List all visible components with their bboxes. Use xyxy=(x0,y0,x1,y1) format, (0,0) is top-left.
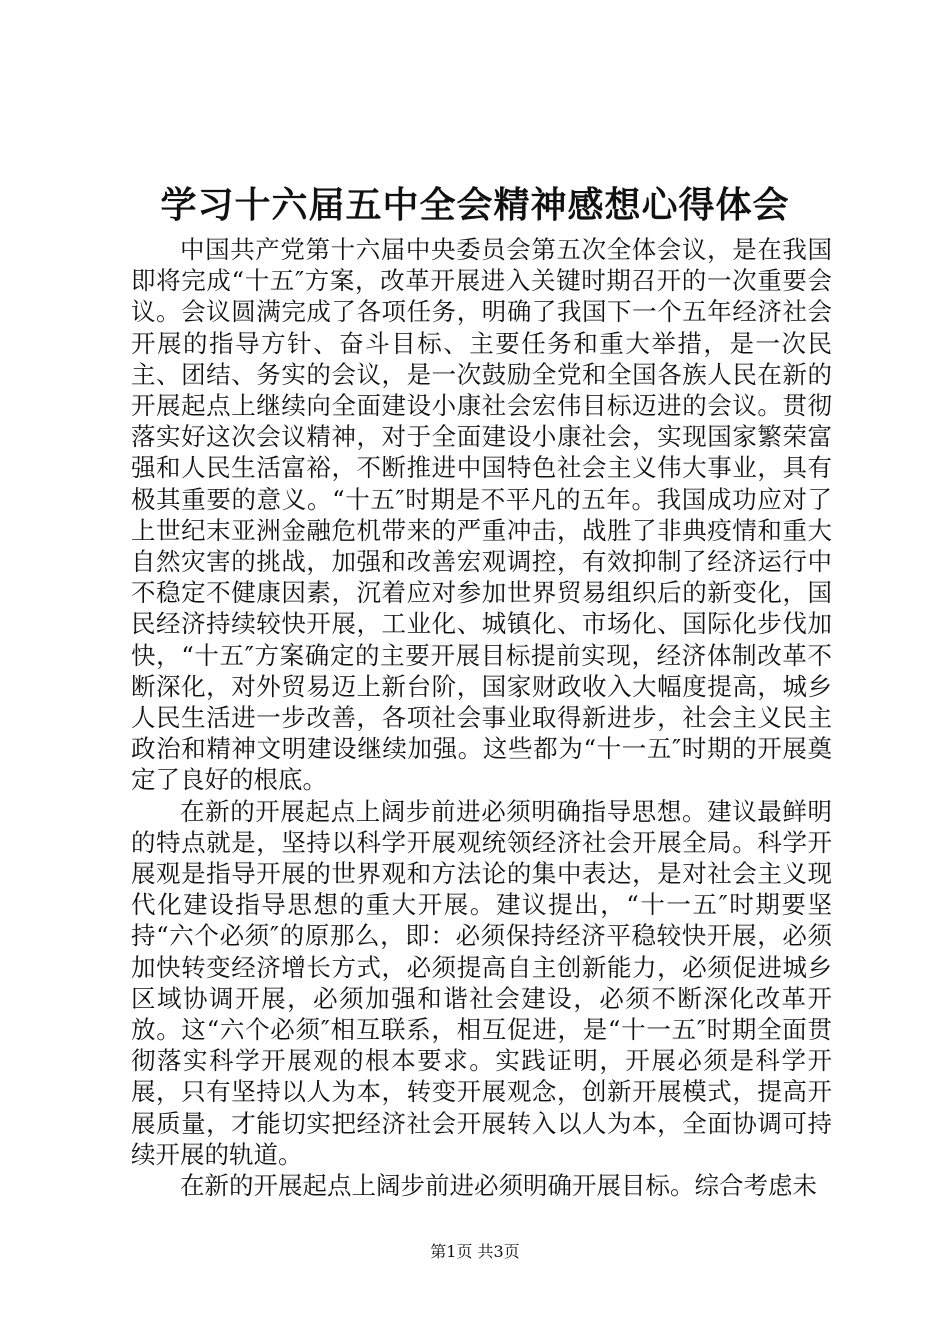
document-title: 学习十六届五中全会精神感想心得体会 xyxy=(160,185,790,226)
page-footer: 第1页 共3页 xyxy=(430,1242,520,1261)
document-body xyxy=(131,234,832,1201)
paragraph-2: 在新的开展起点上阔步前进必须明确指导思想。建议最鲜明的特点就是，坚持以科学开展观统领经济社会开展全局。科学开展观是指导开展的世界观和方法论的集中表达，是对社会主义现代化建设指导思想的重大开展。建议提出，“十一五″时期要坚持“六个必须″的原那么，即：必须保持经济平稳较快开展，必须加快转变经济增长方式，必须提高自主创新能力，必须促进城乡区域协调开展，必须加强和谐社会建设，必须不断深化改革开放。这“六个必须″相互联系，相互促进，是“十一五″时期全面贯彻落实科学开展观的根本要求。实践证明，开展必须是科学开展，只有坚持以人为本，转变开展观念，创新开展模式，提高开展质量，才能切实把经济社会开展转入以人为本，全面协调可持续开展的轨道。 xyxy=(131,796,832,1169)
paragraph-1: 中国共产党第十六届中央委员会第五次全体会议，是在我国即将完成“十五″方案，改革开展进入关键时期召开的一次重要会议。会议圆满完成了各项任务，明确了我国下一个五年经济社会开展的指导方针、奋斗目标、主要任务和重大举措，是一次民主、团结、务实的会议，是一次鼓励全党和全国各族人民在新的开展起点上继续向全面建设小康社会宏伟目标迈进的会议。贯彻落实好这次会议精神，对于全面建设小康社会，实现国家繁荣富强和人民生活富裕，不断推进中国特色社会主义伟大事业，具有极其重要的意义。“十五″时期是不平凡的五年。我国成功应对了上世纪末亚洲金融危机带来的严重冲击，战胜了非典疫情和重大自然灾害的挑战，加强和改善宏观调控，有效抑制了经济运行中不稳定不健康因素，沉着应对参加世界贸易组织后的新变化，国民经济持续较快开展，工业化、城镇化、市场化、国际化步伐加快，“十五″方案确定的主要开展目标提前实现，经济体制改革不断深化，对外贸易迈上新台阶，国家财政收入大幅度提高，城乡人民生活进一步改善，各项社会事业取得新进步，社会主义民主政治和精神文明建设继续加强。这些都为“十一五″时期的开展奠定了良好的根底。 xyxy=(131,235,832,795)
paragraph-3: 在新的开展起点上阔步前进必须明确开展目标。综合考虑未 xyxy=(180,1171,817,1201)
